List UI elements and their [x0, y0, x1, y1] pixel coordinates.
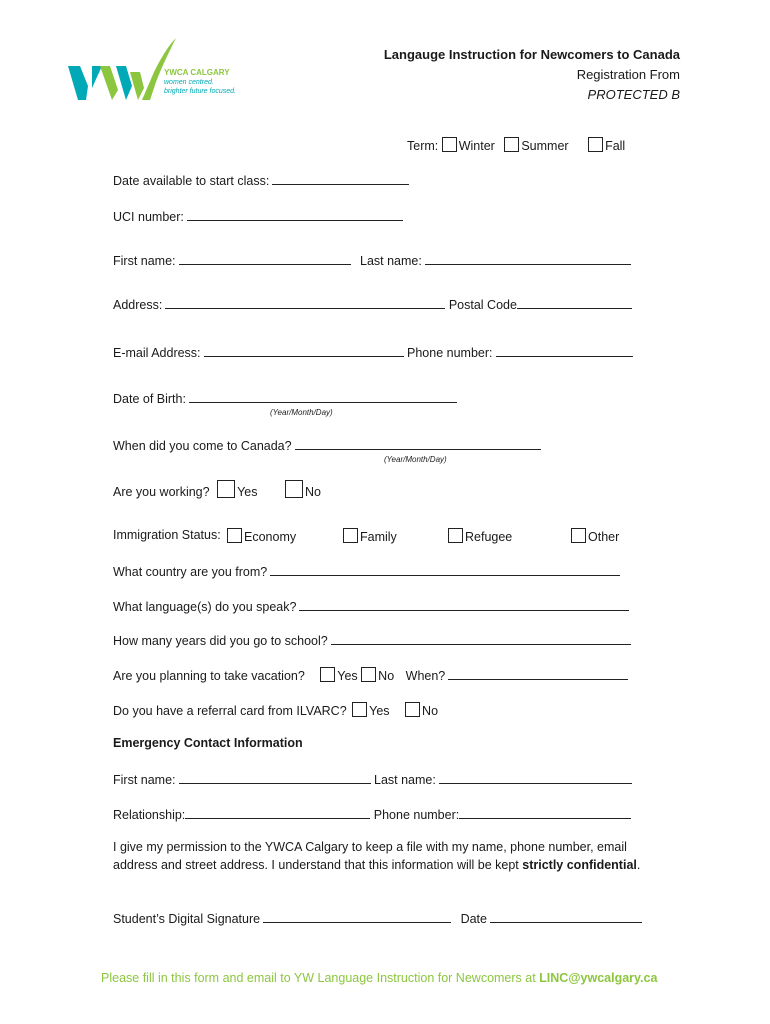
arrival-row: [113, 437, 541, 453]
logo-tagline-1: women centred.: [164, 79, 214, 86]
form-subtitle: Registration From: [576, 67, 680, 82]
referral-yes-checkbox[interactable]: [352, 702, 367, 717]
vacation-no-checkbox[interactable]: [361, 667, 376, 682]
languages-label: What language(s) do you speak?: [113, 600, 297, 614]
phone-label: Phone number:: [407, 346, 493, 360]
country-row: [113, 563, 620, 579]
immigration-economy-checkbox[interactable]: [227, 528, 242, 543]
form-title: Langauge Instruction for Newcomers to Canada: [383, 47, 680, 62]
dob-label: Date of Birth:: [113, 392, 186, 406]
immigration-refugee: [448, 528, 512, 544]
emergency-last-name-field[interactable]: [439, 771, 632, 784]
immigration-economy-label: Economy: [244, 530, 297, 544]
emergency-relationship-field[interactable]: [185, 806, 370, 819]
immigration-refugee-checkbox[interactable]: [448, 528, 463, 543]
school-field[interactable]: [331, 632, 631, 645]
signature-date-field[interactable]: [490, 910, 642, 923]
logo-tagline-2: brighter future focused.: [164, 88, 236, 95]
footer: [101, 971, 657, 985]
emergency-last-name-label: Last name:: [374, 773, 436, 787]
vacation-yes-label: Yes: [337, 669, 358, 683]
ywca-logo: [66, 36, 236, 111]
emergency-relationship-label: Relationship:: [113, 808, 186, 822]
consent-period: .: [636, 858, 641, 872]
address-row: [113, 296, 632, 312]
emergency-phone-label: Phone number:: [373, 808, 460, 822]
immigration-other-checkbox[interactable]: [571, 528, 586, 543]
emergency-heading: Emergency Contact Information: [113, 736, 303, 750]
referral-no-checkbox[interactable]: [405, 702, 420, 717]
immigration-other: [571, 528, 619, 544]
address-label: Address:: [113, 298, 163, 312]
phone-field[interactable]: [496, 344, 633, 357]
classification: PROTECTED B: [587, 87, 680, 102]
working-label: Are you working?: [113, 485, 210, 499]
arrival-label: When did you come to Canada?: [113, 439, 292, 453]
dob-row: [113, 390, 457, 406]
yw-logo-icon: [66, 36, 178, 106]
last-name-field[interactable]: [425, 252, 631, 265]
immigration-refugee-label: Refugee: [465, 530, 513, 544]
postal-code-label: Postal Code: [448, 298, 517, 312]
languages-row: [113, 598, 629, 614]
uci-field[interactable]: [187, 208, 403, 221]
term-winter-label: Winter: [458, 139, 495, 153]
term-fall-label: Fall: [605, 139, 626, 153]
immigration-family: [343, 528, 397, 544]
immigration-label: Immigration Status:: [113, 528, 221, 542]
consent-line-2: [113, 858, 640, 872]
immigration-other-label: Other: [588, 530, 620, 544]
name-row: [113, 252, 631, 268]
consent-line-1: I give my permission to the YWCA Calgary to keep a file with my name, phone number, email: [113, 840, 627, 854]
term-winter-checkbox[interactable]: [442, 137, 457, 152]
consent-emphasis: strictly confidential: [522, 858, 637, 872]
start-date-label: Date available to start class:: [113, 174, 270, 188]
emergency-first-name-field[interactable]: [179, 771, 371, 784]
term-fall-checkbox[interactable]: [588, 137, 603, 152]
emergency-relation-row: [113, 806, 631, 822]
vacation-label: Are you planning to take vacation?: [113, 669, 305, 683]
working-no-checkbox[interactable]: [285, 480, 303, 498]
contact-row: [113, 344, 633, 360]
immigration-family-label: Family: [360, 530, 397, 544]
vacation-when-label: When?: [405, 669, 446, 683]
first-name-field[interactable]: [179, 252, 351, 265]
referral-label: Do you have a referral card from ILVARC?: [113, 704, 347, 718]
start-date-field[interactable]: [272, 172, 409, 185]
logo-org: YWCA CALGARY: [164, 68, 230, 77]
email-label: E-mail Address:: [113, 346, 201, 360]
term-summer-label: Summer: [521, 139, 569, 153]
languages-field[interactable]: [299, 598, 629, 611]
working-yes-label: Yes: [237, 485, 258, 499]
address-field[interactable]: [165, 296, 445, 309]
consent-text: address and street address. I understand that this information will be kept: [113, 858, 523, 872]
emergency-phone-field[interactable]: [459, 806, 631, 819]
dob-hint: (Year/Month/Day): [270, 408, 333, 417]
referral-row: [113, 702, 438, 718]
working-no-label: No: [304, 485, 321, 499]
uci-label: UCI number:: [113, 210, 184, 224]
first-name-label: First name:: [113, 254, 176, 268]
arrival-field[interactable]: [295, 437, 541, 450]
emergency-first-name-label: First name:: [113, 773, 176, 787]
term-summer-checkbox[interactable]: [504, 137, 519, 152]
vacation-yes-checkbox[interactable]: [320, 667, 335, 682]
working-yes-checkbox[interactable]: [217, 480, 235, 498]
footer-text: Please fill in this form and email to YW Language Instruction for Newcomers at: [101, 971, 540, 985]
school-row: [113, 632, 631, 648]
arrival-hint: (Year/Month/Day): [384, 455, 447, 464]
immigration-economy: [227, 528, 296, 544]
country-field[interactable]: [270, 563, 620, 576]
last-name-label: Last name:: [360, 254, 422, 268]
start-date-row: [113, 172, 409, 188]
signature-field[interactable]: [263, 910, 451, 923]
dob-field[interactable]: [189, 390, 457, 403]
term-row: [407, 137, 625, 153]
signature-row: [113, 910, 642, 926]
referral-yes-label: Yes: [369, 704, 390, 718]
postal-code-field[interactable]: [517, 296, 632, 309]
uci-row: [113, 208, 403, 224]
working-row: [113, 480, 321, 499]
email-field[interactable]: [204, 344, 404, 357]
school-label: How many years did you go to school?: [113, 634, 328, 648]
vacation-no-label: No: [378, 669, 395, 683]
referral-no-label: No: [422, 704, 439, 718]
signature-label: Student’s Digital Signature: [113, 912, 261, 926]
vacation-row: [113, 667, 628, 683]
signature-date-label: Date: [460, 912, 487, 926]
immigration-family-checkbox[interactable]: [343, 528, 358, 543]
footer-email-link[interactable]: LINC@ywcalgary.ca: [539, 971, 658, 985]
term-label: Term:: [407, 139, 439, 153]
country-label: What country are you from?: [113, 565, 268, 579]
emergency-name-row: [113, 771, 632, 787]
vacation-when-field[interactable]: [448, 667, 628, 680]
